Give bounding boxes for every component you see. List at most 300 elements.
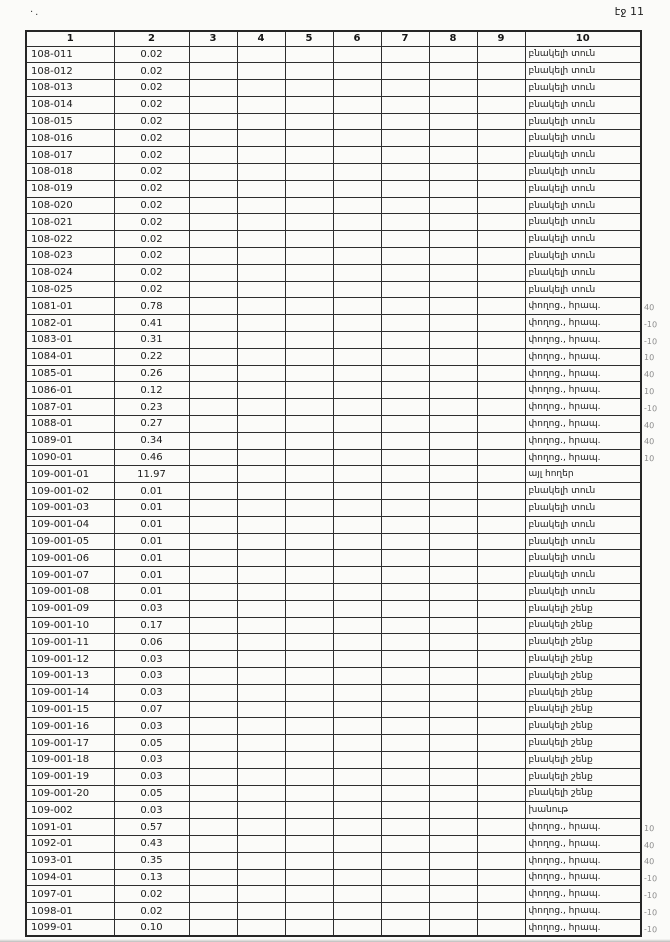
table-row [26, 785, 641, 802]
parcel-code-cell: 109-001-08 [26, 584, 114, 601]
empty-cell [477, 147, 525, 164]
table-row [26, 348, 641, 365]
table-row [26, 852, 641, 869]
empty-cell [189, 214, 237, 231]
empty-cell [237, 516, 285, 533]
empty-cell [477, 533, 525, 550]
parcel-code-cell: 108-025 [26, 281, 114, 298]
empty-cell [285, 231, 333, 248]
empty-cell [381, 432, 429, 449]
empty-cell [333, 466, 381, 483]
land-use-cell: բնակելի տուն [525, 113, 641, 130]
empty-cell [285, 96, 333, 113]
empty-cell [477, 63, 525, 80]
area-value-cell: 0.27 [114, 416, 189, 433]
empty-cell [381, 96, 429, 113]
empty-cell [189, 785, 237, 802]
empty-cell [381, 919, 429, 936]
empty-cell [429, 819, 477, 836]
empty-cell [477, 567, 525, 584]
empty-cell [189, 751, 237, 768]
empty-cell [237, 46, 285, 63]
empty-cell [477, 785, 525, 802]
table-row [26, 768, 641, 785]
table-row [26, 113, 641, 130]
empty-cell [285, 432, 333, 449]
empty-cell [429, 399, 477, 416]
empty-cell [237, 869, 285, 886]
empty-cell [237, 751, 285, 768]
land-use-cell: բնակելի տուն [525, 164, 641, 181]
empty-cell [381, 63, 429, 80]
empty-cell [237, 382, 285, 399]
empty-cell [429, 869, 477, 886]
empty-cell [333, 483, 381, 500]
empty-cell [333, 550, 381, 567]
empty-cell [333, 651, 381, 668]
empty-cell [381, 735, 429, 752]
margin-annotation: -10 [643, 907, 658, 918]
area-value-cell: 0.03 [114, 768, 189, 785]
land-use-cell: փողոց., հրապ. [525, 332, 641, 349]
empty-cell [429, 80, 477, 97]
empty-cell [333, 600, 381, 617]
empty-cell [237, 416, 285, 433]
empty-cell [477, 180, 525, 197]
empty-cell [237, 113, 285, 130]
parcel-code-cell: 109-001-19 [26, 768, 114, 785]
empty-cell [285, 751, 333, 768]
empty-cell [381, 382, 429, 399]
empty-cell [237, 298, 285, 315]
column-header: 3 [189, 31, 237, 46]
empty-cell [237, 651, 285, 668]
area-value-cell: 0.02 [114, 231, 189, 248]
empty-cell [429, 550, 477, 567]
empty-cell [237, 500, 285, 517]
area-value-cell: 0.02 [114, 63, 189, 80]
empty-cell [381, 718, 429, 735]
parcel-code-cell: 1097-01 [26, 886, 114, 903]
area-value-cell: 0.34 [114, 432, 189, 449]
area-value-cell: 0.01 [114, 533, 189, 550]
empty-cell [477, 80, 525, 97]
empty-cell [477, 332, 525, 349]
area-value-cell: 0.78 [114, 298, 189, 315]
land-use-cell: բնակելի տուն [525, 147, 641, 164]
column-header: 9 [477, 31, 525, 46]
empty-cell [285, 332, 333, 349]
empty-cell [237, 567, 285, 584]
empty-cell [285, 516, 333, 533]
empty-cell [429, 197, 477, 214]
margin-annotation: 40 [643, 857, 655, 867]
empty-cell [381, 147, 429, 164]
column-header: 10 [525, 31, 641, 46]
land-use-cell: բնակելի տուն [525, 46, 641, 63]
table-row [26, 80, 641, 97]
parcel-code-cell: 108-018 [26, 164, 114, 181]
margin-annotation: 40 [643, 302, 655, 313]
land-use-cell: փողոց., հրապ. [525, 919, 641, 936]
land-use-cell: փողոց., հրապ. [525, 835, 641, 852]
empty-cell [381, 500, 429, 517]
empty-cell [333, 903, 381, 920]
empty-cell [381, 483, 429, 500]
parcel-code-cell: 109-001-09 [26, 600, 114, 617]
empty-cell [381, 130, 429, 147]
table-row [26, 903, 641, 920]
parcel-code-cell: 109-001-10 [26, 617, 114, 634]
land-use-cell: փողոց., հրապ. [525, 416, 641, 433]
column-header: 5 [285, 31, 333, 46]
land-use-cell: փողոց., հրապ. [525, 365, 641, 382]
empty-cell [333, 130, 381, 147]
empty-cell [477, 382, 525, 399]
empty-cell [189, 180, 237, 197]
empty-cell [477, 348, 525, 365]
empty-cell [189, 768, 237, 785]
empty-cell [189, 348, 237, 365]
empty-cell [429, 667, 477, 684]
empty-cell [189, 147, 237, 164]
empty-cell [381, 667, 429, 684]
area-value-cell: 0.02 [114, 264, 189, 281]
empty-cell [189, 197, 237, 214]
land-use-cell: այլ հողեր [525, 466, 641, 483]
empty-cell [237, 533, 285, 550]
empty-cell [285, 264, 333, 281]
table-row [26, 180, 641, 197]
empty-cell [381, 684, 429, 701]
empty-cell [381, 164, 429, 181]
empty-cell [381, 231, 429, 248]
empty-cell [429, 701, 477, 718]
table-row [26, 751, 641, 768]
empty-cell [429, 281, 477, 298]
parcel-code-cell: 109-001-20 [26, 785, 114, 802]
empty-cell [285, 903, 333, 920]
empty-cell [333, 634, 381, 651]
empty-cell [333, 113, 381, 130]
empty-cell [189, 164, 237, 181]
empty-cell [189, 634, 237, 651]
empty-cell [333, 516, 381, 533]
empty-cell [429, 164, 477, 181]
empty-cell [189, 567, 237, 584]
land-use-cell: փողոց., հրապ. [525, 869, 641, 886]
table-row [26, 667, 641, 684]
empty-cell [285, 718, 333, 735]
empty-cell [477, 667, 525, 684]
empty-cell [429, 634, 477, 651]
empty-cell [189, 483, 237, 500]
empty-cell [189, 281, 237, 298]
area-value-cell: 0.02 [114, 80, 189, 97]
table-body [26, 46, 641, 936]
empty-cell [189, 550, 237, 567]
empty-cell [237, 348, 285, 365]
land-use-cell: բնակելի շենք [525, 634, 641, 651]
empty-cell [237, 332, 285, 349]
empty-cell [333, 281, 381, 298]
empty-cell [477, 365, 525, 382]
area-value-cell: 0.02 [114, 147, 189, 164]
empty-cell [333, 348, 381, 365]
empty-cell [189, 416, 237, 433]
empty-cell [477, 466, 525, 483]
empty-cell [285, 886, 333, 903]
empty-cell [237, 718, 285, 735]
land-use-cell: բնակելի տուն [525, 533, 641, 550]
empty-cell [381, 852, 429, 869]
empty-cell [333, 315, 381, 332]
empty-cell [381, 617, 429, 634]
empty-cell [477, 768, 525, 785]
empty-cell [477, 248, 525, 265]
empty-cell [477, 869, 525, 886]
table-row [26, 46, 641, 63]
empty-cell [285, 248, 333, 265]
parcel-code-cell: 1091-01 [26, 819, 114, 836]
parcel-code-cell: 109-002 [26, 802, 114, 819]
empty-cell [189, 835, 237, 852]
table-row [26, 315, 641, 332]
empty-cell [189, 80, 237, 97]
empty-cell [333, 449, 381, 466]
empty-cell [333, 751, 381, 768]
empty-cell [189, 298, 237, 315]
empty-cell [477, 735, 525, 752]
area-value-cell: 0.12 [114, 382, 189, 399]
empty-cell [333, 533, 381, 550]
table-row [26, 214, 641, 231]
empty-cell [333, 852, 381, 869]
table-row [26, 869, 641, 886]
empty-cell [333, 96, 381, 113]
empty-cell [285, 466, 333, 483]
land-use-cell: փողոց., հրապ. [525, 852, 641, 869]
empty-cell [189, 701, 237, 718]
empty-cell [285, 852, 333, 869]
empty-cell [189, 332, 237, 349]
empty-cell [477, 584, 525, 601]
area-value-cell: 0.05 [114, 785, 189, 802]
empty-cell [333, 785, 381, 802]
empty-cell [189, 449, 237, 466]
empty-cell [477, 46, 525, 63]
area-value-cell: 0.01 [114, 584, 189, 601]
empty-cell [477, 399, 525, 416]
empty-cell [381, 298, 429, 315]
empty-cell [285, 919, 333, 936]
area-value-cell: 0.13 [114, 869, 189, 886]
land-use-cell: բնակելի տուն [525, 500, 641, 517]
empty-cell [285, 382, 333, 399]
empty-cell [333, 667, 381, 684]
area-value-cell: 0.46 [114, 449, 189, 466]
empty-cell [333, 365, 381, 382]
table-row [26, 231, 641, 248]
parcel-code-cell: 1087-01 [26, 399, 114, 416]
empty-cell [189, 584, 237, 601]
empty-cell [429, 903, 477, 920]
empty-cell [429, 147, 477, 164]
empty-cell [285, 348, 333, 365]
land-use-cell: բնակելի տուն [525, 231, 641, 248]
parcel-code-cell: 1092-01 [26, 835, 114, 852]
area-value-cell: 0.01 [114, 516, 189, 533]
empty-cell [237, 281, 285, 298]
area-value-cell: 0.41 [114, 315, 189, 332]
empty-cell [237, 197, 285, 214]
margin-annotation: -10 [643, 336, 658, 346]
table-row [26, 835, 641, 852]
parcel-code-cell: 108-019 [26, 180, 114, 197]
empty-cell [237, 667, 285, 684]
table-row [26, 466, 641, 483]
empty-cell [429, 130, 477, 147]
empty-cell [381, 248, 429, 265]
empty-cell [381, 869, 429, 886]
empty-cell [477, 449, 525, 466]
parcel-code-cell: 109-001-13 [26, 667, 114, 684]
parcel-code-cell: 108-017 [26, 147, 114, 164]
empty-cell [285, 197, 333, 214]
table-row [26, 651, 641, 668]
empty-cell [189, 802, 237, 819]
empty-cell [189, 533, 237, 550]
empty-cell [285, 298, 333, 315]
page-number-label: էջ 11 [614, 5, 644, 18]
empty-cell [381, 651, 429, 668]
table-row [26, 819, 641, 836]
empty-cell [285, 449, 333, 466]
table-row [26, 634, 641, 651]
empty-cell [237, 63, 285, 80]
empty-cell [285, 483, 333, 500]
empty-cell [285, 768, 333, 785]
empty-cell [285, 180, 333, 197]
empty-cell [237, 399, 285, 416]
empty-cell [237, 96, 285, 113]
empty-cell [429, 348, 477, 365]
empty-cell [237, 483, 285, 500]
margin-annotation: -10 [643, 319, 658, 330]
area-value-cell: 0.22 [114, 348, 189, 365]
empty-cell [477, 634, 525, 651]
empty-cell [381, 197, 429, 214]
empty-cell [381, 835, 429, 852]
empty-cell [429, 214, 477, 231]
parcel-code-cell: 1083-01 [26, 332, 114, 349]
empty-cell [237, 466, 285, 483]
empty-cell [285, 214, 333, 231]
empty-cell [381, 886, 429, 903]
empty-cell [237, 802, 285, 819]
empty-cell [285, 147, 333, 164]
empty-cell [189, 852, 237, 869]
empty-cell [189, 617, 237, 634]
empty-cell [381, 567, 429, 584]
table-row [26, 735, 641, 752]
empty-cell [333, 382, 381, 399]
empty-cell [381, 80, 429, 97]
empty-cell [333, 432, 381, 449]
empty-cell [189, 315, 237, 332]
empty-cell [477, 886, 525, 903]
empty-cell [429, 768, 477, 785]
table-row [26, 802, 641, 819]
empty-cell [333, 869, 381, 886]
land-use-cell: փողոց., հրապ. [525, 315, 641, 332]
area-value-cell: 0.23 [114, 399, 189, 416]
empty-cell [285, 667, 333, 684]
empty-cell [477, 600, 525, 617]
empty-cell [237, 835, 285, 852]
margin-annotation: -10 [643, 403, 658, 414]
empty-cell [477, 751, 525, 768]
empty-cell [285, 550, 333, 567]
empty-cell [477, 164, 525, 181]
area-value-cell: 0.02 [114, 46, 189, 63]
empty-cell [285, 634, 333, 651]
empty-cell [381, 365, 429, 382]
area-value-cell: 0.02 [114, 96, 189, 113]
empty-cell [333, 147, 381, 164]
area-value-cell: 0.03 [114, 600, 189, 617]
area-value-cell: 0.26 [114, 365, 189, 382]
table-row [26, 584, 641, 601]
empty-cell [285, 617, 333, 634]
empty-cell [429, 835, 477, 852]
area-value-cell: 0.06 [114, 634, 189, 651]
empty-cell [381, 332, 429, 349]
margin-annotation: -10 [643, 924, 658, 934]
empty-cell [189, 264, 237, 281]
empty-cell [189, 231, 237, 248]
parcel-code-cell: 109-001-06 [26, 550, 114, 567]
land-use-cell: բնակելի շենք [525, 600, 641, 617]
margin-annotation: -10 [643, 873, 658, 884]
empty-cell [189, 903, 237, 920]
empty-cell [429, 449, 477, 466]
margin-annotation: 10 [643, 453, 655, 464]
empty-cell [285, 651, 333, 668]
table-row [26, 600, 641, 617]
land-use-cell: բնակելի տուն [525, 483, 641, 500]
land-use-cell: բնակելի տուն [525, 516, 641, 533]
land-use-cell: բնակելի տուն [525, 248, 641, 265]
table-row [26, 248, 641, 265]
empty-cell [381, 348, 429, 365]
land-use-cell: փողոց., հրապ. [525, 298, 641, 315]
empty-cell [381, 399, 429, 416]
empty-cell [477, 617, 525, 634]
land-use-cell: բնակելի տուն [525, 214, 641, 231]
empty-cell [429, 785, 477, 802]
table-row [26, 197, 641, 214]
empty-cell [477, 819, 525, 836]
empty-cell [189, 516, 237, 533]
empty-cell [333, 46, 381, 63]
empty-cell [333, 416, 381, 433]
empty-cell [381, 516, 429, 533]
area-value-cell: 0.43 [114, 835, 189, 852]
empty-cell [189, 684, 237, 701]
area-value-cell: 0.01 [114, 550, 189, 567]
empty-cell [381, 634, 429, 651]
